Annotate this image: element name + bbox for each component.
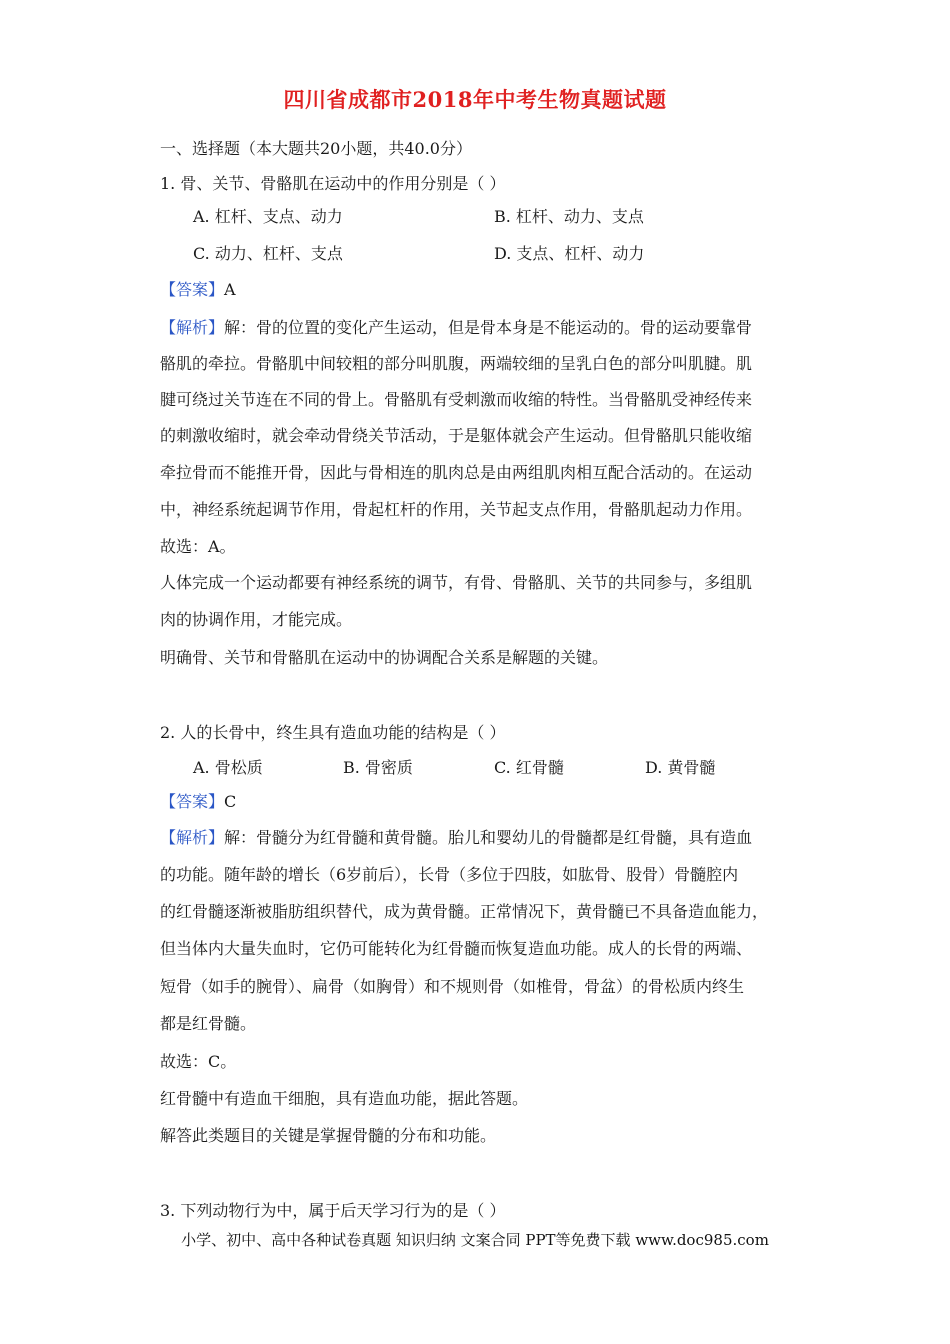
- question-2-answer: [160, 791, 236, 813]
- answer-value: A: [224, 280, 236, 299]
- page-footer: 小学、初中、高中各种试卷真题 知识归纳 文案合同 PPT等免费下载 www.doc985.com: [181, 1231, 769, 1249]
- question-3-stem: 3. 下列动物行为中，属于后天学习行为的是（ ）: [160, 1201, 506, 1220]
- question-2-option-c: C. 红骨髓: [494, 758, 564, 777]
- question-1-option-a: A. 杠杆、支点、动力: [193, 207, 343, 226]
- question-2-option-b: B. 骨密质: [343, 758, 413, 777]
- question-1-note-line: 人体完成一个运动都要有神经系统的调节，有骨、骨骼肌、关节的共同参与，多组肌: [160, 573, 753, 592]
- question-2-option-a: A. 骨松质: [193, 758, 263, 777]
- question-1-analysis-line: 腱可绕过关节连在不同的骨上。骨骼肌有受刺激而收缩的特性。当骨骼肌受神经传来: [160, 390, 753, 409]
- question-1-note-line: 肉的协调作用，才能完成。: [160, 610, 353, 629]
- question-1-choice: 故选：A。: [160, 537, 236, 556]
- question-1-analysis-line: 骼肌的牵拉。骨骼肌中间较粗的部分叫肌腹，两端较细的呈乳白色的部分叫肌腱。肌: [160, 354, 753, 373]
- analysis-tag: 【解析】: [160, 318, 225, 337]
- question-1-analysis-line: 中，神经系统起调节作用，骨起杠杆的作用，关节起支点作用，骨骼肌起动力作用。: [160, 500, 753, 519]
- analysis-text: 解：骨髓分为红骨髓和黄骨髓。胎儿和婴幼儿的骨髓都是红骨髓，具有造血: [224, 828, 753, 847]
- analysis-text: 解：骨的位置的变化产生运动，但是骨本身是不能运动的。骨的运动要靠骨: [224, 318, 753, 337]
- question-2-option-d: D. 黄骨髓: [645, 758, 716, 777]
- answer-value: C: [224, 792, 237, 811]
- question-2-note-line: 红骨髓中有造血干细胞，具有造血功能，据此答题。: [160, 1089, 529, 1108]
- question-2-analysis-line: 但当体内大量失血时，它仍可能转化为红骨髓而恢复造血功能。成人的长骨的两端、: [160, 939, 753, 958]
- question-2-analysis-line: 都是红骨髓。: [160, 1014, 257, 1033]
- question-1-analysis-line: 牵拉骨而不能推开骨，因此与骨相连的肌肉总是由两组肌肉相互配合活动的。在运动: [160, 463, 753, 482]
- question-2-analysis-line: [160, 827, 752, 849]
- question-1-answer: [160, 279, 236, 301]
- question-2-choice: 故选：C。: [160, 1052, 237, 1071]
- question-2-stem: 2. 人的长骨中，终生具有造血功能的结构是（ ）: [160, 723, 506, 742]
- question-1-analysis-line: 的刺激收缩时，就会牵动骨绕关节活动，于是躯体就会产生运动。但骨骼肌只能收缩: [160, 426, 753, 445]
- question-1-analysis-line: [160, 317, 752, 339]
- question-2-analysis-line: 短骨（如手的腕骨）、扁骨（如胸骨）和不规则骨（如椎骨，骨盆）的骨松质内终生: [160, 977, 745, 996]
- document-title: 四川省成都市2018年中考生物真题试题: [283, 87, 667, 112]
- question-2-analysis-line: 的功能。随年龄的增长（6岁前后），长骨（多位于四肢，如肱骨、股骨）骨髓腔内: [160, 865, 739, 884]
- question-1-stem: 1. 骨、关节、骨骼肌在运动中的作用分别是（ ）: [160, 174, 506, 193]
- question-1-option-c: C. 动力、杠杆、支点: [193, 244, 343, 263]
- question-2-analysis-line: 的红骨髓逐渐被脂肪组织替代，成为黄骨髓。正常情况下，黄骨髓已不具备造血能力，: [160, 902, 769, 921]
- question-1-option-d: D. 支点、杠杆、动力: [494, 244, 645, 263]
- section-header: 一、选择题（本大题共20小题，共40.0分）: [160, 139, 472, 158]
- question-2-key-point: 解答此类题目的关键是掌握骨髓的分布和功能。: [160, 1126, 497, 1145]
- answer-tag: 【答案】: [160, 792, 225, 811]
- analysis-tag: 【解析】: [160, 828, 225, 847]
- question-1-option-b: B. 杠杆、动力、支点: [494, 207, 644, 226]
- answer-tag: 【答案】: [160, 280, 225, 299]
- question-1-key-point: 明确骨、关节和骨骼肌在运动中的协调配合关系是解题的关键。: [160, 648, 609, 667]
